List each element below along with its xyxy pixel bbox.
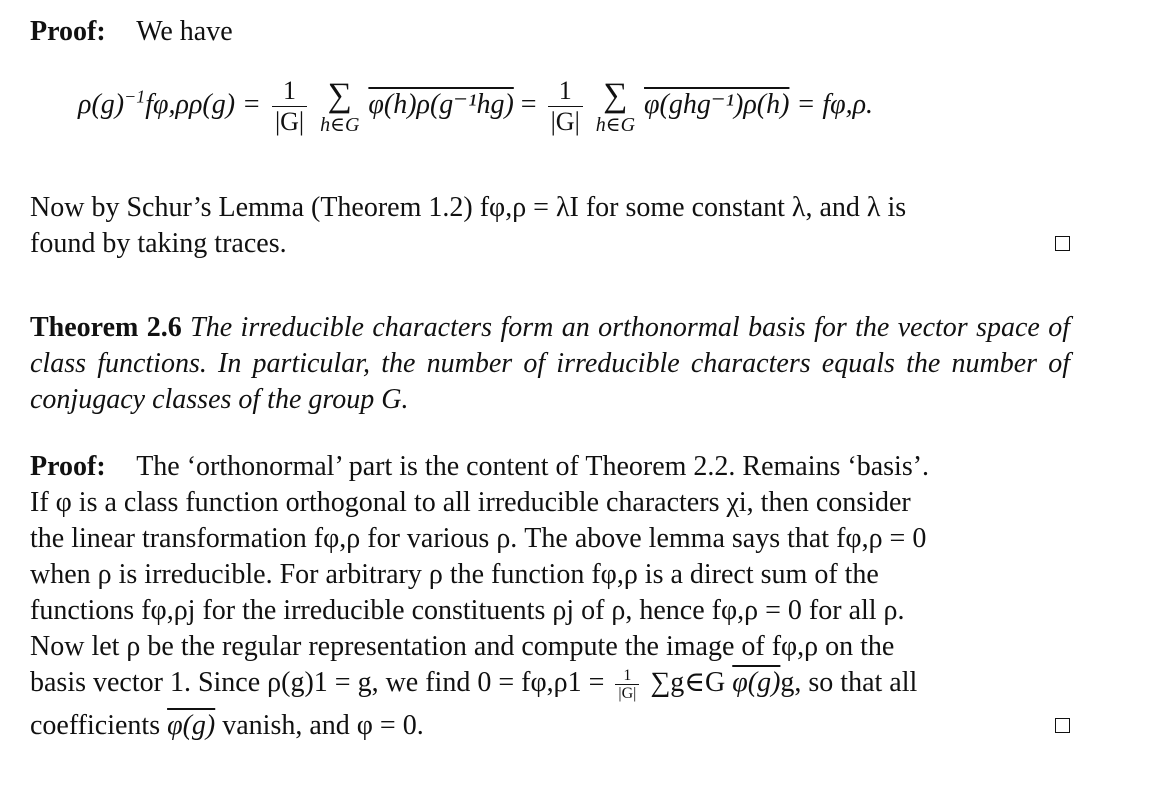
proof-2-line-8: coefficients φ(g) vanish, and φ = 0. bbox=[30, 708, 1070, 744]
theorem-label: Theorem 2.6 bbox=[30, 312, 182, 343]
eq-equals-2: = bbox=[520, 88, 537, 120]
qed-square-icon bbox=[1055, 718, 1070, 733]
proof-2-line-2: If φ is a class function orthogonal to all irreducible characters χi, then consider bbox=[30, 487, 911, 518]
theorem-2-6 bbox=[30, 310, 1070, 418]
proof-2-line-6: Now let ρ be the regular representation and compute the image of fφ,ρ on the bbox=[30, 631, 895, 662]
eq-lhs: $\rho(g)^{-1}f\varphi,\rho\rho(g)$ = bbox=[78, 86, 261, 120]
qed-square-icon bbox=[1055, 236, 1070, 251]
proof-2-line-4: when ρ is irreducible. For arbitrary ρ the function fφ,ρ is a direct sum of the bbox=[30, 559, 879, 590]
proof-2-label: Proof: bbox=[30, 451, 106, 482]
eq-rhs: = fφ,ρ. bbox=[796, 88, 874, 120]
proof-1-line-3: found by taking traces. bbox=[30, 226, 1070, 262]
eq-sum-2: ∑ h∈G bbox=[595, 76, 636, 136]
eq-fraction-1: $\frac{1}{|G|}$ bbox=[272, 76, 307, 137]
proof-1-conclusion bbox=[30, 190, 1070, 262]
eq-fraction-2: $\frac{1}{|G|}$ bbox=[548, 76, 583, 137]
display-equation bbox=[78, 76, 873, 137]
eq-sum-1: ∑ h∈G bbox=[320, 76, 360, 136]
proof-label: Proof: bbox=[30, 16, 106, 47]
proof-1-line-2: Now by Schur’s Lemma (Theorem 1.2) fφ,ρ = λI for some constant λ, and λ is bbox=[30, 192, 907, 223]
eq-term-1: φ(h)ρ(g⁻¹hg) bbox=[368, 88, 514, 120]
proof-2 bbox=[30, 449, 1070, 744]
proof-1-heading bbox=[30, 14, 233, 50]
proof-2-line-7: basis vector 1. Since ρ(g)1 = g, we find 0 = fφ,ρ1 = $\frac{1}{|G|}$ ∑g∈G φ(g)g, so that all bbox=[30, 667, 918, 703]
proof-2-line-5: functions fφ,ρj for the irreducible constituents ρj of ρ, hence fφ,ρ = 0 for all ρ. bbox=[30, 595, 905, 626]
proof-2-line-1: Proof: The ‘orthonormal’ part is the content of Theorem 2.2. Remains ‘basis’. bbox=[30, 451, 930, 482]
theorem-text: The irreducible characters form an orthonormal basis for the vector space of class functions. In particular, the number of irreducible characters equals the number of conjugacy classes of the group G. bbox=[30, 312, 1071, 415]
proof-2-line-3: the linear transformation fφ,ρ for various ρ. The above lemma says that fφ,ρ = 0 bbox=[30, 523, 927, 554]
eq-term-2: φ(ghg⁻¹)ρ(h) bbox=[644, 88, 790, 120]
inline-fraction: $\frac{1}{|G|}$ bbox=[615, 667, 639, 702]
proof-lead-text: We have bbox=[136, 16, 233, 47]
